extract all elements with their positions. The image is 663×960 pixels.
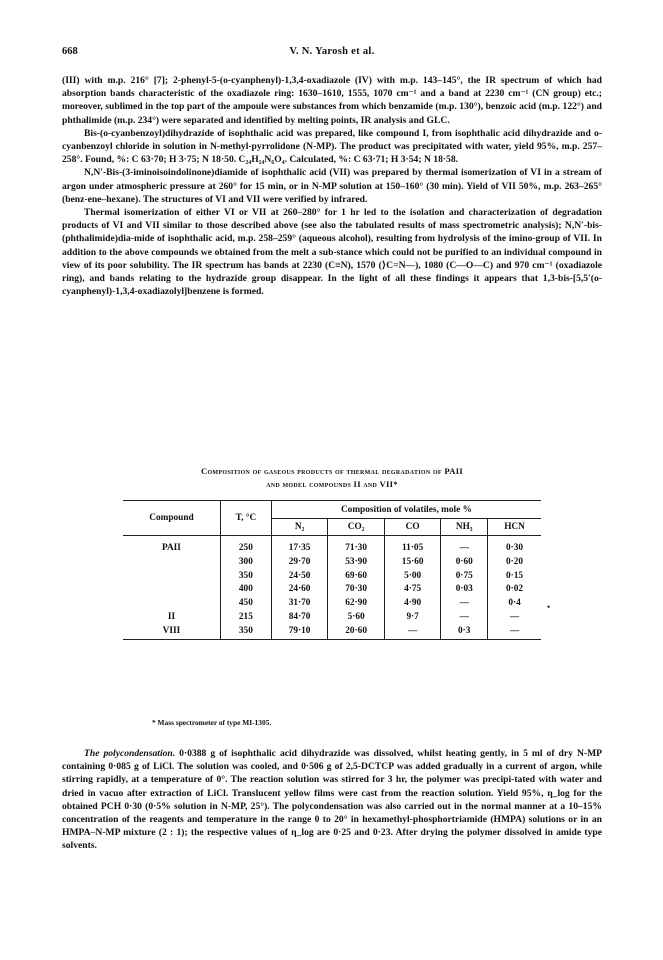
paragraph-lead: The polycondensation. — [84, 748, 176, 759]
cell-n2: 24·60 — [271, 583, 328, 597]
cell-n2: 31·70 — [271, 597, 328, 611]
running-title: V. N. Yarosh et al. — [289, 46, 375, 57]
table-row — [123, 583, 541, 597]
col-header-co2: CO₂ — [328, 519, 385, 536]
cell-n2: 29·70 — [271, 556, 328, 570]
body-text-top — [62, 74, 602, 298]
col-header-temperature: T, °C — [220, 501, 271, 536]
gas-composition-table — [123, 500, 541, 640]
col-header-hcn: HCN — [488, 519, 541, 536]
table-row — [123, 536, 541, 556]
cell-temperature: 250 — [220, 536, 271, 556]
cell-hcn: 0·02 — [506, 584, 524, 595]
cell-co2: 69·60 — [328, 570, 385, 584]
cell-co2: 62·90 — [328, 597, 385, 611]
table-row — [123, 597, 541, 611]
cell-hcn: 0·4 — [508, 598, 521, 609]
page-number: 668 — [62, 46, 78, 57]
cell-compound — [123, 597, 220, 611]
cell-nh3: 0·75 — [441, 570, 488, 584]
table-row — [123, 556, 541, 570]
cell-n2: 17·35 — [271, 536, 328, 556]
cell-co: 9·7 — [384, 611, 441, 625]
col-header-n2: N₂ — [271, 519, 328, 536]
table-title — [62, 465, 602, 491]
cell-co: 15·60 — [384, 556, 441, 570]
cell-n2: 79·10 — [271, 625, 328, 639]
cell-co: — — [384, 625, 441, 639]
cell-nh3: 0·60 — [441, 556, 488, 570]
cell-co2: 71·30 — [328, 536, 385, 556]
table-row — [123, 570, 541, 584]
cell-temperature: 350 — [220, 570, 271, 584]
table-title-line-1: Composition of gaseous products of thermal degradation of PAII — [200, 466, 464, 476]
cell-hcn: 0·15 — [506, 570, 524, 581]
cell-compound: PAII — [123, 536, 220, 556]
cell-co2: 20·60 — [328, 625, 385, 639]
paragraph-1: (III) with m.p. 216° [7]; 2-phenyl-5-(o-cyanphenyl)-1,3,4-oxadiazole (IV) with m.p. 143–145°, the IR spectrum of which had absorption bands characteristic of the oxadiazole ring: 1630–1610, 1555, 1070 cm⁻¹ and a band at 2230 cm⁻¹ (CN group) etc.; moreover, sublimed in the top part of the ampoule were substances from which benzamide (m.p. 130°), benzoic acid (m.p. 122°) and phthalimide (m.p. 234°) were separated and identified by melting points, IR analysis and GLC. — [62, 75, 602, 126]
table-footnote: * Mass spectrometer of type MI-1305. — [152, 718, 272, 727]
cell-nh3: 0·3 — [441, 625, 488, 639]
col-header-compound: Compound — [123, 501, 220, 536]
col-header-co: CO — [384, 519, 441, 536]
cell-co: 11·05 — [384, 536, 441, 556]
table-row — [123, 611, 541, 625]
cell-temperature: 350 — [220, 625, 271, 639]
cell-compound — [123, 556, 220, 570]
cell-hcn: 0·30 — [506, 543, 524, 553]
cell-hcn: 0·20 — [506, 556, 524, 567]
cell-co2: 70·30 — [328, 583, 385, 597]
cell-co2: 5·60 — [328, 611, 385, 625]
paragraph-2: Bis-(o-cyanbenzoyl)dihydrazide of isophthalic acid was prepared, like compound I, from isophthalic acid dihydrazide and o-cyanbenzoyl chloride in solution in N-methyl-pyrrolidone (N-MP). The product was precipitated with water, yield 95%, m.p. 257–258°. Found, %: C 63·70; H 3·75; N 18·50. C₂₄H₁₄N₆O₄. Calculated, %: C 63·71; H 3·54; N 18·58. — [62, 127, 602, 166]
cell-co: 4·90 — [384, 597, 441, 611]
cell-nh3: — — [441, 597, 488, 611]
stray-mark: • — [547, 602, 551, 612]
table-title-line-2: and model compounds II and VII* — [266, 479, 398, 489]
cell-nh3: — — [441, 611, 488, 625]
cell-temperature: 400 — [220, 583, 271, 597]
cell-hcn: — — [509, 611, 520, 622]
cell-nh3: — — [441, 536, 488, 556]
cell-compound: VIII — [123, 625, 220, 639]
cell-compound — [123, 570, 220, 584]
cell-co: 5·00 — [384, 570, 441, 584]
body-text-bottom — [62, 747, 602, 853]
paragraph-3: N,N′-Bis-(3-iminoisoindolinone)diamide of isophthalic acid (VII) was prepared by thermal isomerization of VI in a stream of argon under atmospheric pressure at 260° for 15 min, or in N-MP solution at 150–160° (30 min). Yield of VII 50%, m.p. 263–265° (benz-ene–hexane). The structures of VI and VII were verified by infrared. — [62, 167, 602, 205]
cell-temperature: 450 — [220, 597, 271, 611]
page-header — [62, 46, 602, 62]
cell-co2: 53·90 — [328, 556, 385, 570]
cell-temperature: 300 — [220, 556, 271, 570]
cell-n2: 24·50 — [271, 570, 328, 584]
cell-n2: 84·70 — [271, 611, 328, 625]
cell-co: 4·75 — [384, 583, 441, 597]
cell-hcn: — — [488, 625, 541, 639]
paragraph-polycondensation — [62, 747, 602, 853]
cell-temperature: 215 — [220, 611, 271, 625]
cell-compound: II — [123, 611, 220, 625]
cell-compound — [123, 583, 220, 597]
cell-nh3: 0·03 — [441, 583, 488, 597]
col-header-nh3: NH₃ — [441, 519, 488, 536]
col-header-volatiles: Composition of volatiles, mole % — [271, 501, 541, 519]
paragraph-4: Thermal isomerization of either VI or VII at 260–280° for 1 hr led to the isolation and characterization of degradation products of VI and VII similar to those described above (see also the tabulated results of mass spectrometric analysis); N,N′-bis-(phthalimide)dia-mide of isophthalic acid, m.p. 258–259° (aqueous alcohol), resulting from hydrolysis of the imino-group of VII. In addition to the above compounds we obtained from the melt a sub-stance which could not be purified to an individual compound in view of its poor solubility. The IR spectrum has bands at 2230 (C≡N), 1570 (⟩C=N—), 1080 (C—O—C) and 970 cm⁻¹ (oxadiazole ring), and bands relating to the hydrazide group disappear. In the light of all these findings it appears that 1,3-bis-[5,5′(o-cyanphenyl)-1,3,4-oxadiazolyl]benzene is formed. — [62, 207, 602, 298]
paragraph-body: 0·0388 g of isophthalic acid dihydrazide was dissolved, whilst heating gently, in 5 ml of dry N-MP containing 0·085 g of LiCl. The solution was cooled, and 0·506 g of 2,5-DCTCP was added gradually in a current of argon, while stirring rapidly, at a temperature of 0°. The reaction solution was stirred for 3 hr, the polymer was precipi-tated with water and dried in vacuo after extraction of LiCl. Translucent yellow films were cast from the reaction solution. Yield 95%, η_log for the obtained PCH 0·30 (0·5% solution in N-MP, 25°). The polycondensation was also carried out in the normal manner at a 10–15% concentration of the reagents and temperature in the range 0 to 20° in hexamethyl-phosphortriamide (HMPA) solutions or in an HMPA–N-MP mixture (2 : 1); the respective values of η_log are 0·25 and 0·23. After drying the polymer dissolved in amide type solvents. — [62, 748, 602, 852]
table-row — [123, 625, 541, 639]
